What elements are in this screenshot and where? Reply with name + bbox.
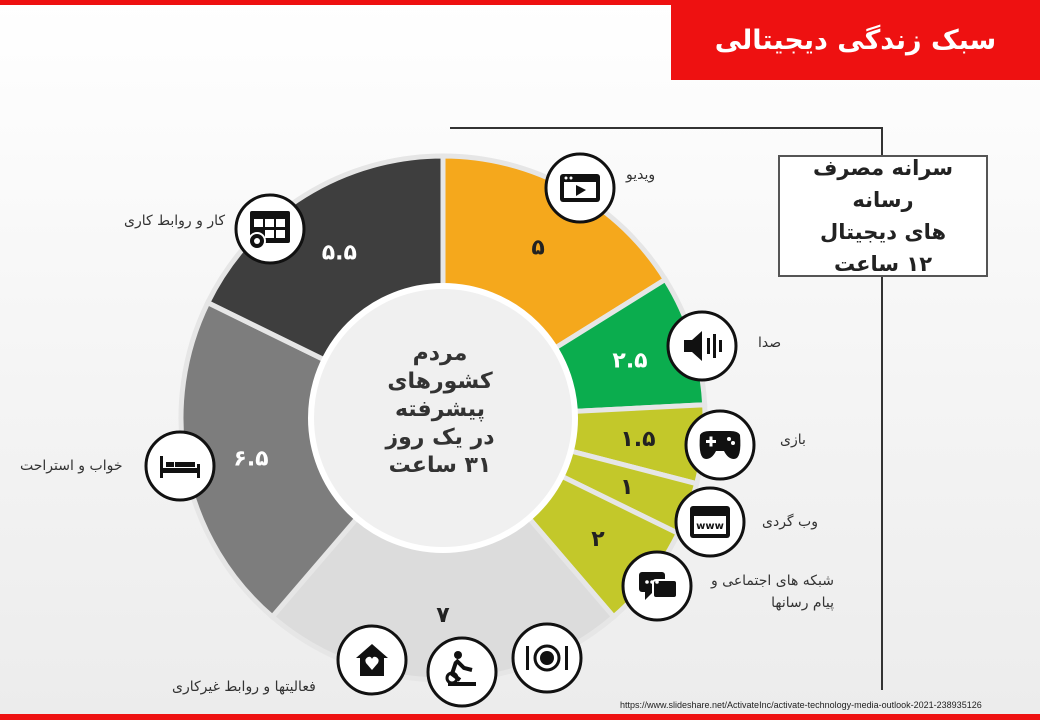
source-link[interactable]: https://www.slideshare.net/ActivateInc/activate-technology-media-outlook-2021-238935126 xyxy=(620,700,982,710)
chat-bubbles-icon xyxy=(623,552,691,620)
value-label-7: ۵.۵ xyxy=(321,240,357,266)
center-line-2: کشورهای xyxy=(387,369,493,394)
exercise-bike-icon xyxy=(428,638,496,706)
center-line-3: پیشرفته xyxy=(394,397,486,422)
info-box-line-1: سرانه مصرف رسانه xyxy=(813,156,953,212)
speaker-icon xyxy=(668,312,736,380)
bed-icon xyxy=(146,432,214,500)
info-box-line-3: ۱۲ ساعت xyxy=(833,252,933,276)
title-text: سبک زندگی دیجیتالی xyxy=(714,24,997,56)
label-non-work-activities: فعالیتها و روابط غیرکاری xyxy=(172,679,316,695)
label-video: ویدیو xyxy=(626,167,656,183)
dining-plate-icon xyxy=(513,624,581,692)
browser-window-icon xyxy=(676,488,744,556)
label-work: کار و روابط کاری xyxy=(124,213,226,229)
label-sleep-rest: خواب و استراحت xyxy=(20,458,123,474)
value-label-1: ۲.۵ xyxy=(612,348,648,374)
value-label-2: ۱.۵ xyxy=(620,426,656,452)
value-label-4: ۲ xyxy=(591,526,605,552)
gamepad-icon xyxy=(686,411,754,479)
label-web-browsing: وب گردی xyxy=(762,514,818,530)
center-line-4: در یک روز xyxy=(385,425,495,450)
donut-center-text xyxy=(345,340,535,480)
center-line-5: ۳۱ ساعت xyxy=(388,453,492,478)
label-audio: صدا xyxy=(758,335,782,351)
center-line-1: مردم xyxy=(412,341,468,366)
info-box-line-2: های دیجیتال xyxy=(819,220,947,244)
home-heart-icon xyxy=(338,626,406,694)
label-social-media: شبکه های اجتماعی و پیام رسانها xyxy=(710,573,834,611)
value-label-3: ۱ xyxy=(620,475,634,501)
value-label-5: ۷ xyxy=(436,603,450,628)
video-player-icon xyxy=(546,154,614,222)
svg-text:www: www xyxy=(696,521,724,532)
digital-media-summary-box xyxy=(778,155,988,277)
label-gaming: بازی xyxy=(780,432,806,448)
value-label-6: ۶.۵ xyxy=(233,446,269,472)
bracket-line xyxy=(450,128,882,155)
dashboard-gear-icon xyxy=(236,195,304,263)
value-label-0: ۵ xyxy=(531,235,545,261)
